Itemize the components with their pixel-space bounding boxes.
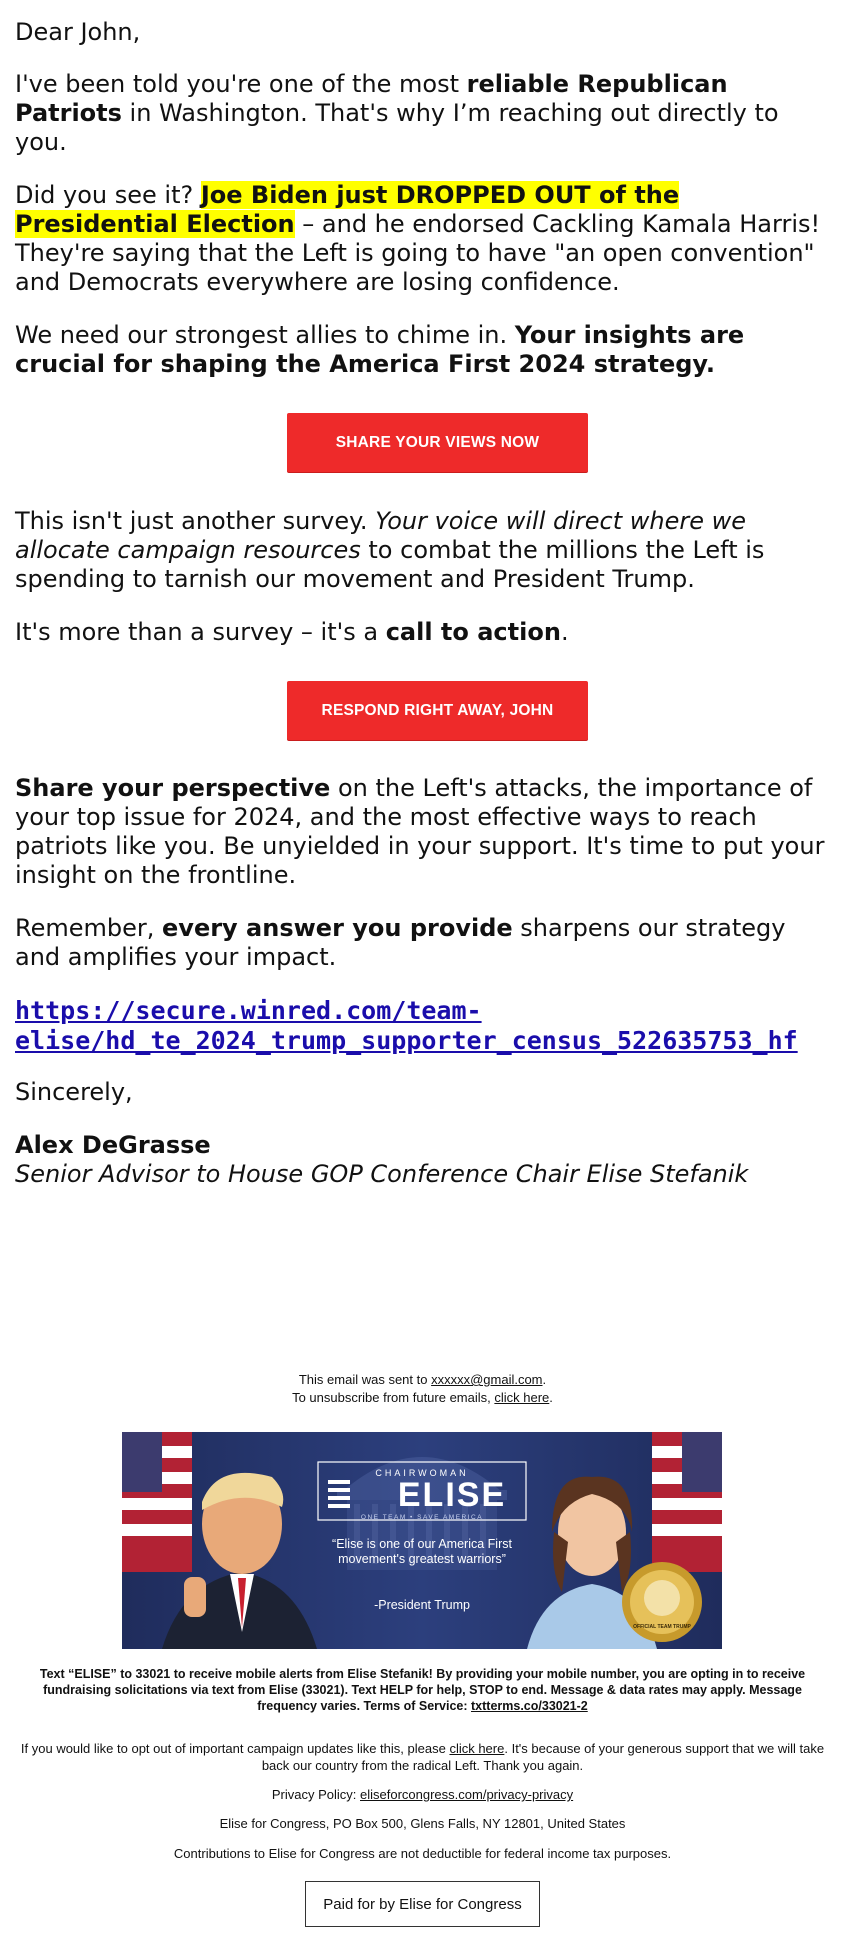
remember-text: Remember, — [15, 914, 163, 942]
cta-period: . — [560, 618, 569, 646]
sms-terms-link[interactable]: txtterms.co/33021-2 — [471, 1699, 588, 1713]
intro-text: I've been told you're one of the most — [15, 70, 467, 98]
signer-title: Senior Advisor to House GOP Conference Chair Elise Stefanik — [15, 1160, 749, 1188]
share-views-button[interactable]: SHARE YOUR VIEWS NOW — [287, 413, 588, 472]
optout-text: If you would like to opt out of important campaign updates like this, please — [20, 1741, 450, 1756]
sent-to-text: This email was sent to — [298, 1372, 432, 1387]
sent-to-line — [0, 1371, 845, 1388]
survey-link-line-2[interactable]: elise/hd_te_2024_trump_supporter_census_522635753_hf — [15, 1026, 798, 1055]
optout-text-end: . It's because of your generous support that we will take back our country from the radical Left. Thank you again. — [261, 1741, 825, 1773]
survey-link[interactable] — [15, 996, 837, 1056]
banner-quote-attribution: -President Trump — [374, 1598, 470, 1612]
privacy-policy-link[interactable]: eliseforcongress.com/privacy-privacy — [360, 1787, 574, 1802]
survey-italic: Your voice will direct where we allocate campaign resources — [15, 507, 747, 564]
recipient-email-link[interactable]: xxxxxx@gmail.com — [431, 1372, 543, 1387]
cta-bold: call to action — [385, 618, 561, 646]
intro-bold: reliable Republican Patriots — [15, 70, 728, 127]
privacy-line — [0, 1786, 845, 1803]
campaign-banner-image[interactable] — [122, 1432, 722, 1649]
intro-text-end: in Washington. That's why I’m reaching out directly to you. — [15, 99, 779, 156]
banner-logo-text: ELISE — [397, 1476, 507, 1514]
respond-button[interactable]: RESPOND RIGHT AWAY, JOHN — [287, 681, 588, 740]
paragraph-allies — [15, 321, 837, 379]
banner-quote: “Elise is one of our America First movement's greatest warriors” — [332, 1537, 512, 1566]
news-highlight: Joe Biden just DROPPED OUT of the Presidential Election — [15, 181, 680, 238]
paid-for-by-box — [305, 1881, 540, 1927]
greeting: Dear John, — [15, 18, 141, 46]
unsubscribe-link[interactable]: click here — [494, 1390, 550, 1405]
perspective-text: on the Left's attacks, the importance of your top issue for 2024, and the most effective ways to reach patriots like you. Be unyielded in your support. It's time to put your insight on the frontline. — [15, 774, 825, 889]
remember-text-end: sharpens our strategy and amplifies your impact. — [15, 914, 786, 971]
news-text-end: – and he endorsed Cackling Kamala Harris! They're saying that the Left is going to have "an open convention" and Democrats everywhere are losing confidence. — [15, 210, 821, 296]
official-team-trump-seal-icon — [622, 1562, 702, 1642]
signer-name: Alex DeGrasse — [15, 1131, 211, 1159]
sent-to-period: . — [542, 1372, 547, 1387]
unsubscribe-line — [0, 1389, 845, 1406]
paragraph-intro — [15, 70, 837, 157]
seal-label: OFFICIAL TEAM TRUMP — [633, 1624, 691, 1630]
paid-for-by-text: Paid for by Elise for Congress — [323, 1895, 522, 1913]
paragraph-survey — [15, 507, 837, 594]
optout-paragraph — [14, 1740, 831, 1774]
survey-link-line-1[interactable]: https://secure.winred.com/team- — [15, 996, 482, 1025]
optout-link[interactable]: click here — [449, 1741, 505, 1756]
privacy-label: Privacy Policy: — [271, 1787, 360, 1802]
remember-bold: every answer you provide — [162, 914, 513, 942]
unsubscribe-period: . — [549, 1390, 553, 1405]
banner-chairwoman-label: CHAIRWOMAN — [375, 1468, 469, 1478]
contributions-disclaimer: Contributions to Elise for Congress are not deductible for federal income tax purposes. — [173, 1846, 672, 1861]
paragraph-perspective — [15, 774, 837, 890]
paragraph-call-to-action — [15, 618, 837, 647]
paragraph-remember — [15, 914, 837, 972]
cta-text: It's more than a survey – it's a — [15, 618, 386, 646]
paragraph-news — [15, 181, 837, 297]
survey-text: This isn't just another survey. — [15, 507, 376, 535]
sms-disclaimer — [18, 1666, 827, 1714]
perspective-bold: Share your perspective — [15, 774, 331, 802]
closing: Sincerely, — [15, 1078, 133, 1106]
allies-text: We need our strongest allies to chime in. — [15, 321, 515, 349]
unsubscribe-text: To unsubscribe from future emails, — [292, 1390, 495, 1405]
survey-text-end: to combat the millions the Left is spending to tarnish our movement and President Trump. — [15, 536, 765, 593]
banner-tagline: ONE TEAM • SAVE AMERICA — [360, 1514, 484, 1521]
allies-bold: Your insights are crucial for shaping the America First 2024 strategy. — [15, 321, 745, 378]
news-text: Did you see it? — [15, 181, 201, 209]
sms-disclaimer-text: Text “ELISE” to 33021 to receive mobile alerts from Elise Stefanik! By providing your mobile number, you are opting in to receive fundraising solicitations via text from Elise (33021). Text HELP for help, STOP to end. Message & data rates may apply. Message frequency varies. Terms of Service: — [39, 1667, 806, 1713]
signature — [15, 1131, 837, 1189]
mailing-address: Elise for Congress, PO Box 500, Glens Falls, NY 12801, United States — [219, 1816, 626, 1831]
